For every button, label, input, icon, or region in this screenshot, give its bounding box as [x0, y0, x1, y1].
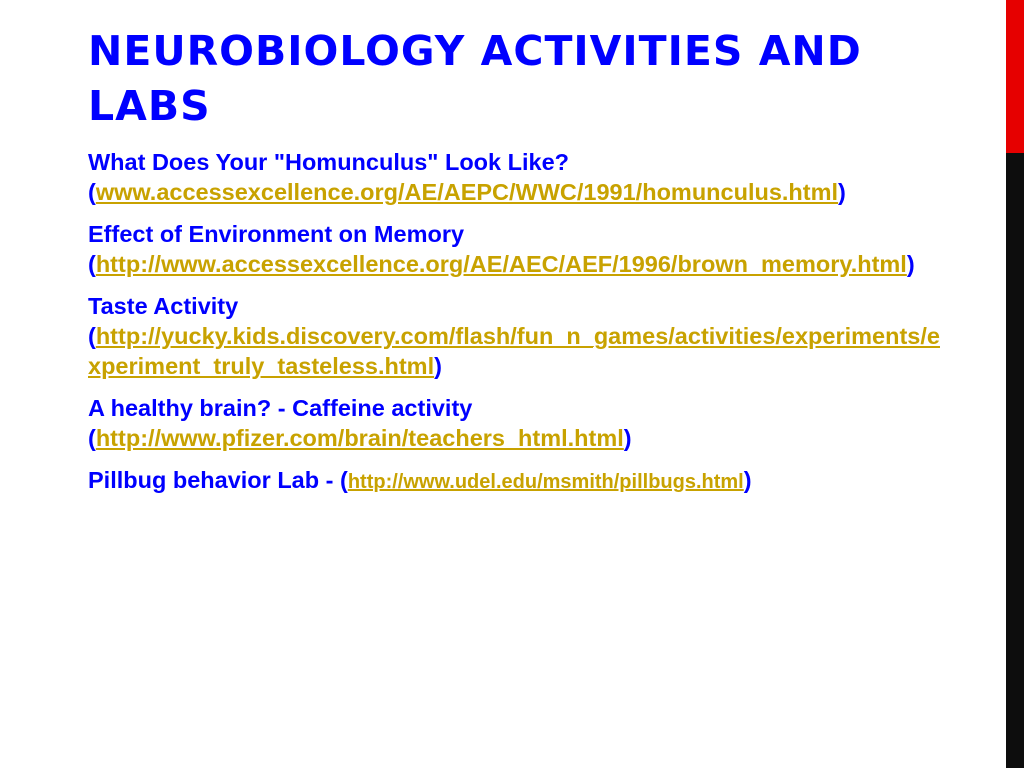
memory-link[interactable]: http://www.accessexcellence.org/AE/AEC/AEF/1996/brown_memory.html [95, 251, 907, 277]
list-item-homunculus [88, 147, 940, 207]
list-item-caffeine [88, 393, 940, 453]
close-paren: ) [434, 353, 442, 379]
item-label: A healthy brain? - Caffeine activity [88, 395, 473, 421]
list-item-pillbug [88, 465, 940, 497]
list-item-taste [88, 291, 940, 381]
close-paren: ) [623, 425, 632, 451]
open-paren: ( [88, 179, 96, 205]
resource-list [88, 147, 940, 509]
slide-title: NEUROBIOLOGY ACTIVITIES AND LABS [88, 27, 862, 130]
item-label: Effect of Environment on Memory [88, 221, 465, 247]
open-paren: ( [88, 425, 96, 451]
close-paren: ) [743, 467, 752, 493]
close-paren: ) [838, 179, 846, 205]
open-paren: ( [340, 467, 348, 493]
pillbug-link[interactable]: http://www.udel.edu/msmith/pillbugs.html [347, 471, 744, 493]
close-paren: ) [906, 251, 915, 277]
item-label: Taste Activity [88, 293, 239, 319]
item-label: Pillbug behavior Lab - [88, 467, 340, 493]
caffeine-link[interactable]: http://www.pfizer.com/brain/teachers_html.html [95, 425, 624, 451]
open-paren: ( [88, 323, 96, 349]
right-edge-red-bar [1006, 0, 1024, 153]
homunculus-link[interactable]: www.accessexcellence.org/AE/AEPC/WWC/1991/homunculus.html [95, 179, 839, 205]
taste-link[interactable]: http://yucky.kids.discovery.com/flash/fun_n_games/activities/experiments/experiment_truly_tasteless.html [88, 323, 940, 379]
item-label: What Does Your "Homunculus" Look Like? [88, 149, 570, 175]
list-item-memory [88, 219, 940, 279]
open-paren: ( [88, 251, 96, 277]
right-edge-dark-bar [1006, 153, 1024, 768]
